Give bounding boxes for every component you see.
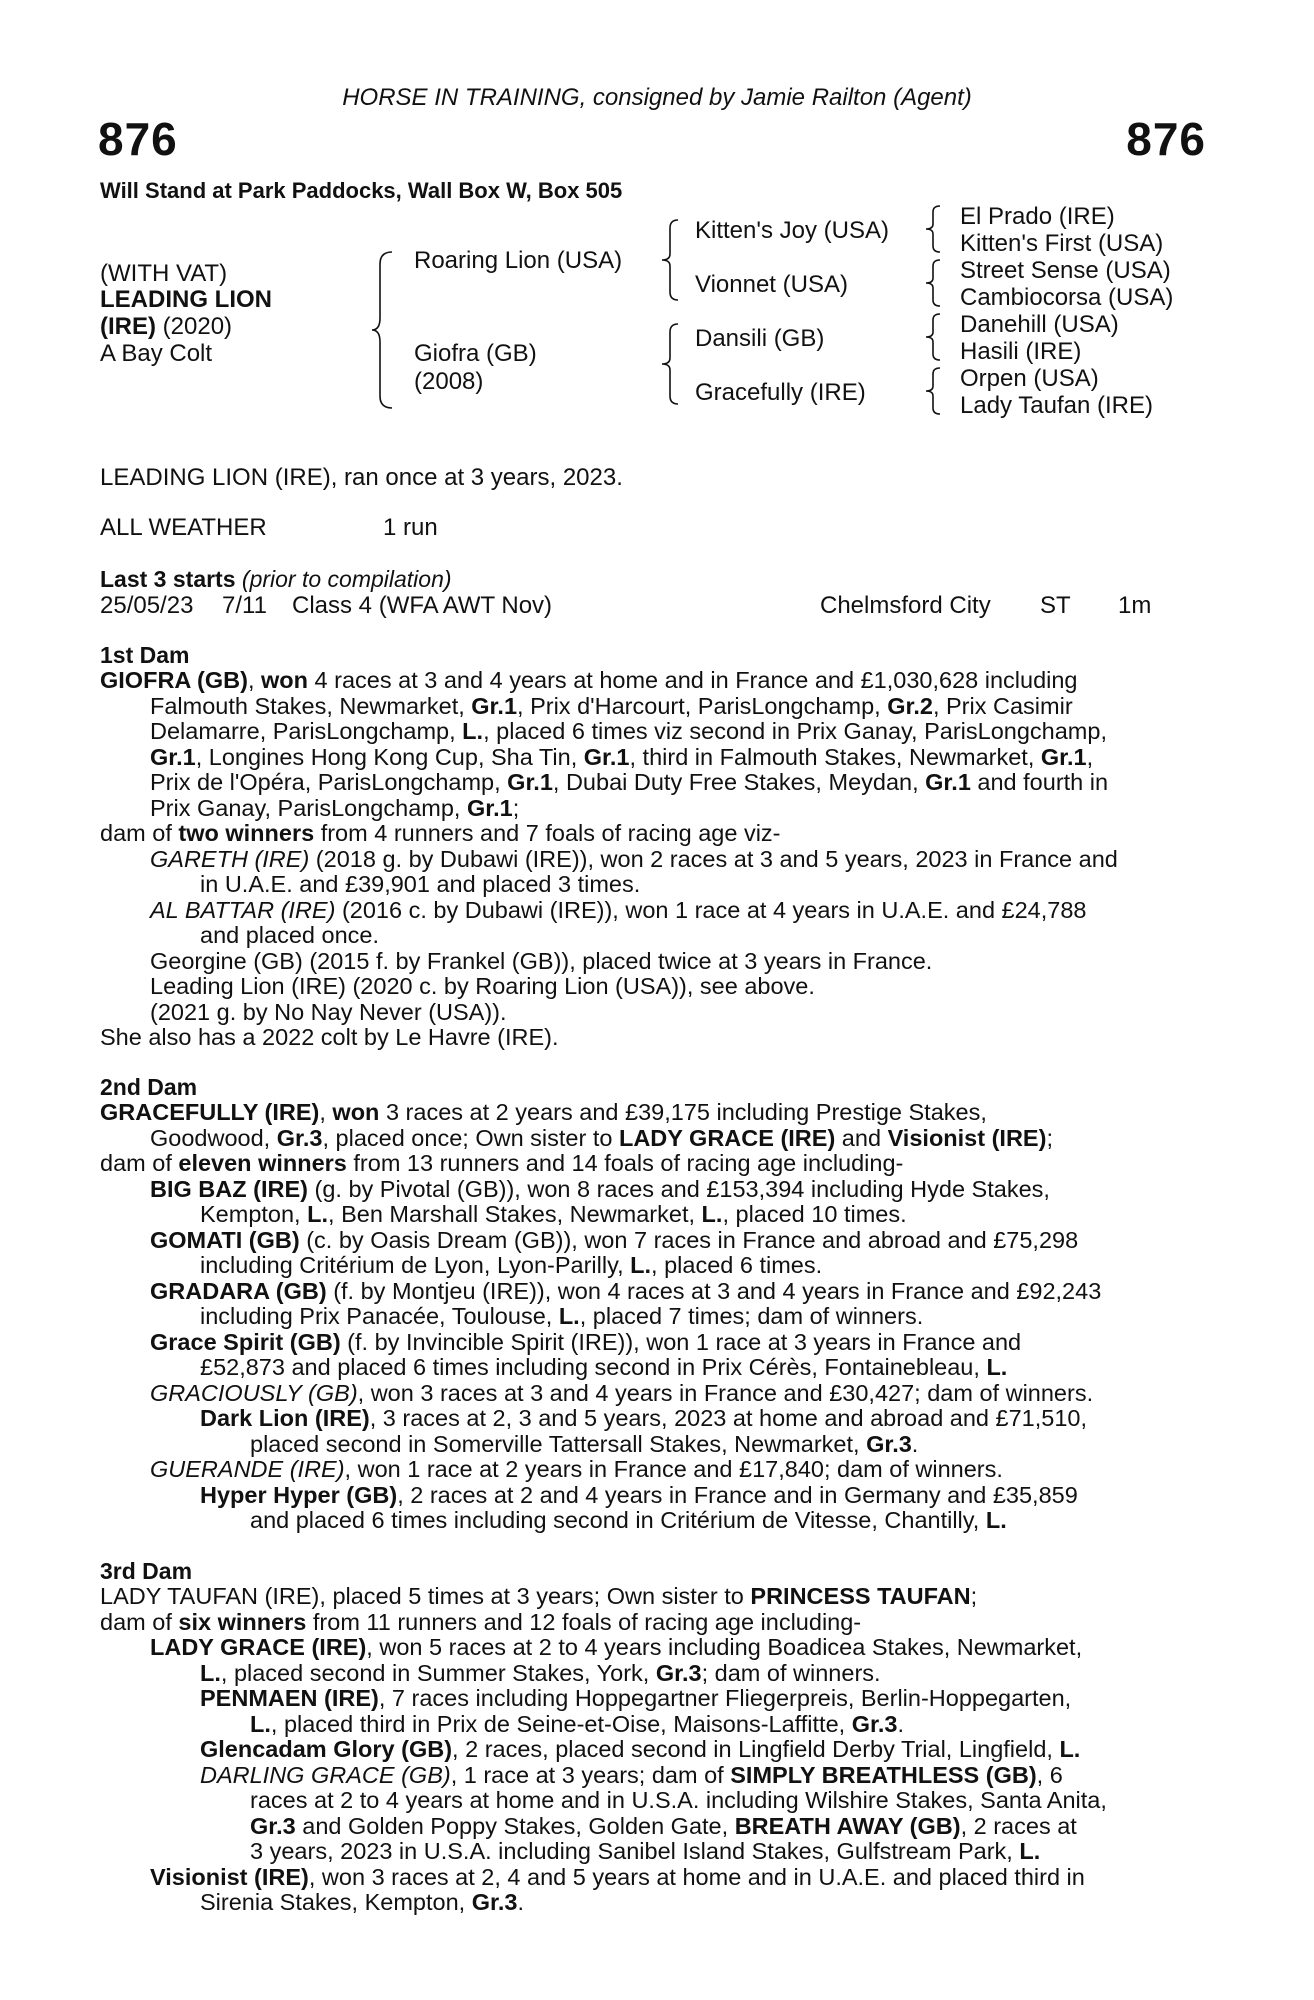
dam2-text-run: placed second in Somerville Tattersall Stakes, Newmarket,: [250, 1430, 867, 1457]
dam3-text-run: SIMPLY BREATHLESS (GB): [730, 1761, 1037, 1788]
ggs-0: El Prado (IRE): [960, 203, 1115, 230]
dam1-text-run: ,: [1086, 743, 1094, 770]
dam3-line: [100, 1635, 1210, 1661]
dam2-text-run: L.: [701, 1201, 723, 1227]
dam2-text-run: from 13 runners and 14 foals of racing age including-: [346, 1150, 904, 1176]
dam3-text-run: , 1 race at 3 years; dam of: [450, 1761, 731, 1788]
dam1-line: [100, 796, 1210, 822]
dam2-line: [100, 1406, 1210, 1432]
dam2-text-run: L.: [630, 1252, 652, 1278]
dam2-text-run: L.: [985, 1507, 1007, 1533]
dam-year: (2008): [414, 368, 484, 395]
dam1-text-run: AL BATTAR (IRE): [150, 896, 336, 923]
horse-description: A Bay Colt: [100, 340, 213, 367]
dam1-line: [100, 1025, 1210, 1051]
dam2-heading: 2nd Dam: [100, 1074, 198, 1100]
last-starts-title: Last 3 starts: [100, 566, 236, 592]
dam2-text-run: ;: [1046, 1124, 1053, 1151]
dam3-line: [100, 1584, 1210, 1610]
dam-name: Giofra (GB): [414, 340, 537, 367]
dam1-text-run: Prix Ganay, ParisLongchamp,: [150, 794, 467, 821]
dam2-line: [100, 1228, 1210, 1254]
dam3-line: [100, 1839, 1210, 1865]
ggs-7: Lady Taufan (IRE): [960, 392, 1153, 419]
dam1-text-run: L.: [462, 718, 484, 744]
last-starts-heading: [100, 566, 452, 593]
dam1-text-run: and fourth in: [970, 769, 1109, 795]
horse-country: (IRE): [100, 313, 156, 340]
start-date: 25/05/23: [100, 592, 194, 619]
dam3-heading: 3rd Dam: [100, 1558, 193, 1584]
start-position: 7/11: [222, 592, 267, 619]
dam2-text-run: Hyper Hyper (GB): [200, 1481, 398, 1508]
start-race: Class 4 (WFA AWT Nov): [292, 592, 553, 619]
dam-dam: Gracefully (IRE): [695, 379, 866, 406]
vat-label: (WITH VAT): [100, 260, 228, 287]
dam1-line: [100, 821, 1210, 847]
dam3-text-run: races at 2 to 4 years at home and in U.S.A. including Wilshire Stakes, Santa Anita,: [250, 1787, 1107, 1813]
dam2-text-run: Grace Spirit (GB): [150, 1328, 341, 1355]
dam2-text-run: (c. by Oasis Dream (GB)), won 7 races in France and abroad and £75,298: [299, 1226, 1079, 1253]
dam2-text-run: LADY GRACE (IRE): [618, 1124, 836, 1151]
dam3-text-run: L.: [1019, 1838, 1041, 1864]
dam3-text-run: , 2 races, placed second in Lingfield Derby Trial, Lingfield,: [452, 1736, 1060, 1762]
dam3-text-run: LADY GRACE (IRE): [150, 1634, 367, 1660]
dam2-text-run: L.: [307, 1201, 329, 1227]
dam3-text-run: Gr.3: [655, 1659, 702, 1686]
dam2-line: [100, 1177, 1210, 1203]
dam3-line: [100, 1814, 1210, 1840]
race-summary: LEADING LION (IRE), ran once at 3 years, 2023.: [100, 464, 623, 491]
dam1-text-run: Gr.1: [1040, 743, 1087, 770]
dam2-text-run: (f. by Invincible Spirit (IRE)), won 1 race at 3 years in France and: [340, 1328, 1022, 1355]
dam2-text-run: GUERANDE (IRE): [150, 1456, 345, 1482]
dam1-text-run: , third in Falmouth Stakes, Newmarket,: [629, 743, 1041, 770]
dam1-text-run: two winners: [178, 820, 315, 846]
ggs-brace-2: [926, 258, 944, 308]
dam3-text-run: six winners: [178, 1608, 307, 1635]
dam2-text-run: , won 1 race at 2 years in France and £17,840; dam of winners.: [344, 1456, 1003, 1482]
dam3-text-run: PRINCESS TAUFAN: [750, 1583, 971, 1609]
dam2-line: [100, 1483, 1210, 1509]
ggs-brace-1: [926, 204, 944, 254]
dam1-text-run: 4 races at 3 and 4 years at home and in France and £1,030,628 including: [308, 667, 1078, 693]
dam1-line: [100, 898, 1210, 924]
dam2-text-run: including Prix Panacée, Toulouse,: [200, 1303, 559, 1329]
dam1-text-run: Gr.1: [471, 692, 518, 719]
dam1-line: [100, 923, 1210, 949]
dam3-text-run: , placed second in Summer Stakes, York,: [220, 1659, 656, 1686]
dam1-line: [100, 694, 1210, 720]
dam1-text-run: Leading Lion (IRE) (2020 c. by Roaring Lion (USA)), see above.: [150, 973, 815, 999]
dam3-text-run: ; dam of winners.: [701, 1659, 881, 1686]
dam2-line: [100, 1279, 1210, 1305]
dam3-line: [100, 1865, 1210, 1891]
dam1-text-run: ,: [247, 667, 262, 693]
dam2-text-run: (g. by Pivotal (GB)), won 8 races and £153,394 including Hyde Stakes,: [307, 1175, 1050, 1202]
ggs-5: Hasili (IRE): [960, 338, 1082, 365]
dam3-text-run: L.: [200, 1659, 221, 1686]
dam1-line: [100, 949, 1210, 975]
dam2-text-run: 3 races at 2 years and £39,175 including Prestige Stakes,: [379, 1099, 987, 1125]
dam3-text-run: , won 5 races at 2 to 4 years including Boadicea Stakes, Newmarket,: [366, 1634, 1083, 1660]
dam3-text-run: .: [897, 1710, 904, 1737]
dam1-text-run: Gr.1: [466, 794, 513, 821]
lot-number-right: 876: [1126, 113, 1206, 165]
dam1-text-run: GARETH (IRE): [150, 845, 310, 872]
ggs-4: Danehill (USA): [960, 311, 1119, 338]
dam1-line: [100, 745, 1210, 771]
dam3-text-run: DARLING GRACE (GB): [200, 1761, 451, 1788]
dam2-line: [100, 1381, 1210, 1407]
dam1-text-run: Falmouth Stakes, Newmarket,: [150, 692, 472, 719]
dam-sire: Dansili (GB): [695, 325, 825, 352]
dam3-text-run: Gr.3: [851, 1710, 898, 1737]
dam1-text-run: Gr.2: [887, 692, 933, 719]
ggs-2: Street Sense (USA): [960, 257, 1171, 284]
sire-dam-brace: [372, 250, 396, 410]
dam3-text-run: PENMAEN (IRE): [200, 1685, 379, 1711]
dam3-line: [100, 1763, 1210, 1789]
dam2-line: [100, 1330, 1210, 1356]
dam3-text-run: , 7 races including Hoppegartner Fliegerpreis, Berlin-Hoppegarten,: [378, 1685, 1072, 1711]
dam2-line: [100, 1355, 1210, 1381]
dam3-text-run: ;: [970, 1583, 978, 1609]
sire-dam: Vionnet (USA): [695, 271, 848, 298]
dam1-text-run: Gr.1: [507, 769, 553, 795]
ggs-1: Kitten's First (USA): [960, 230, 1164, 257]
dam2-text-run: , placed 7 times; dam of winners.: [579, 1303, 924, 1329]
dam3-text-run: Sirenia Stakes, Kempton,: [200, 1889, 472, 1915]
dam1-heading: 1st Dam: [100, 642, 190, 668]
dam3-text-run: BREATH AWAY (GB): [734, 1812, 961, 1839]
dam2-line: [100, 1100, 1210, 1126]
dam2-text-run: .: [911, 1430, 919, 1457]
dam1-text-run: , Dubai Duty Free Stakes, Meydan,: [552, 769, 926, 795]
dam1-text-run: in U.A.E. and £39,901 and placed 3 times.: [200, 871, 641, 897]
dam3-text-run: Glencadam Glory (GB): [200, 1736, 453, 1762]
dam1-text-run: GIOFRA (GB): [100, 667, 248, 693]
dam2-line: [100, 1304, 1210, 1330]
last-starts-note: (prior to compilation): [235, 566, 452, 592]
dam2-text-run: , won 3 races at 3 and 4 years in France and £30,427; dam of winners.: [357, 1379, 1094, 1406]
start-going: ST: [1040, 592, 1071, 619]
dam2-text-run: L.: [986, 1354, 1008, 1380]
dam2-text-run: , Ben Marshall Stakes, Newmarket,: [328, 1201, 702, 1227]
dam1-text-run: , Prix Casimir: [932, 692, 1073, 719]
dam1-text-run: Delamarre, ParisLongchamp,: [150, 718, 463, 744]
dam2-text-run: , 2 races at 2 and 4 years in France and in Germany and £35,859: [397, 1481, 1078, 1508]
dam1-text-run: , Longines Hong Kong Cup, Sha Tin,: [195, 743, 584, 770]
dam3-text-run: , won 3 races at 2, 4 and 5 years at home and in U.A.E. and placed third in: [308, 1863, 1085, 1890]
dam1-text-run: from 4 runners and 7 foals of racing age viz-: [314, 820, 781, 846]
dam1-line: [100, 872, 1210, 898]
dam1-text-run: She also has a 2022 colt by Le Havre (IRE).: [100, 1024, 559, 1050]
ggs-brace-4: [926, 366, 944, 416]
dam2-text-run: Visionist (IRE): [887, 1124, 1047, 1151]
dam2-text-run: won: [332, 1099, 380, 1125]
dam2-text-run: and placed 6 times including second in Critérium de Vitesse, Chantilly,: [250, 1507, 986, 1533]
dam1-line: [100, 974, 1210, 1000]
dam2-text-run: Gr.3: [866, 1430, 912, 1457]
stand-location: Will Stand at Park Paddocks, Wall Box W, Box 505: [100, 178, 623, 203]
dam3-text-run: , 2 races at: [960, 1812, 1077, 1839]
dam2-line: [100, 1126, 1210, 1152]
lot-number-left: 876: [98, 113, 178, 165]
dam3-text-run: , placed third in Prix de Seine-et-Oise, Maisons-Laffitte,: [270, 1710, 852, 1737]
dam2-text-run: L.: [558, 1303, 580, 1329]
dam2-text-run: , placed 10 times.: [722, 1201, 907, 1227]
dam1-text-run: Gr.1: [925, 769, 971, 795]
dam2-text-run: GOMATI (GB): [150, 1226, 300, 1253]
dam3-text-run: dam of: [100, 1608, 179, 1635]
record-value: 1 run: [383, 514, 438, 541]
dam1-text-run: Georgine (GB) (2015 f. by Frankel (GB)), placed twice at 3 years in France.: [150, 947, 933, 974]
dam3-text-run: 3 years, 2023 in U.S.A. including Sanibel Island Stakes, Gulfstream Park,: [250, 1838, 1020, 1864]
dam3-text-run: and Golden Poppy Stakes, Golden Gate,: [295, 1812, 735, 1839]
horse-year-line: [100, 313, 232, 341]
dam2-text-run: GRACIOUSLY (GB): [150, 1379, 358, 1406]
dam2-text-run: £52,873 and placed 6 times including second in Prix Cérès, Fontainebleau,: [200, 1354, 987, 1380]
dam1-line: [100, 719, 1210, 745]
dam2-line: [100, 1151, 1210, 1177]
sire-parents-brace: [662, 218, 682, 302]
dam2-text-run: , placed once; Own sister to: [322, 1124, 619, 1151]
dam2-text-run: , placed 6 times.: [651, 1252, 823, 1278]
start-course: Chelmsford City: [820, 592, 991, 619]
dam1-text-run: (2016 c. by Dubawi (IRE)), won 1 race at 4 years in U.A.E. and £24,788: [335, 896, 1087, 923]
record-label: ALL WEATHER: [100, 514, 267, 541]
dam1-text-run: (2021 g. by No Nay Never (USA)).: [150, 998, 507, 1025]
dam2-text-run: dam of: [100, 1150, 179, 1176]
dam2-line: [100, 1508, 1210, 1534]
dam2-line: [100, 1457, 1210, 1483]
sire-sire: Kitten's Joy (USA): [695, 217, 889, 244]
dam1-text-run: dam of: [100, 820, 179, 846]
dam2-text-run: Gr.3: [276, 1124, 323, 1151]
dam2-text-run: Kempton,: [200, 1201, 308, 1227]
dam3-text: [100, 1584, 1210, 1916]
dam3-text-run: , 6: [1036, 1761, 1063, 1788]
dam1-text-run: Gr.1: [583, 743, 630, 770]
dam3-line: [100, 1712, 1210, 1738]
horse-name: LEADING LION: [100, 286, 272, 313]
dam1-text-run: (2018 g. by Dubawi (IRE)), won 2 races at 3 and 5 years, 2023 in France and: [309, 845, 1118, 872]
dam1-text-run: won: [261, 667, 309, 693]
dam3-text-run: L.: [250, 1710, 271, 1737]
dam3-line: [100, 1788, 1210, 1814]
dam3-line: [100, 1737, 1210, 1763]
dam3-text-run: from 11 runners and 12 foals of racing age including-: [306, 1608, 862, 1635]
dam2-text-run: Dark Lion (IRE): [200, 1405, 370, 1431]
dam2-text: [100, 1100, 1210, 1534]
dam2-text-run: GRACEFULLY (IRE): [100, 1099, 320, 1125]
dam2-line: [100, 1432, 1210, 1458]
dam2-text-run: (f. by Montjeu (IRE)), won 4 races at 3 and 4 years in France and £92,243: [326, 1277, 1102, 1304]
dam3-text-run: L.: [1059, 1736, 1081, 1762]
dam2-text-run: eleven winners: [178, 1150, 347, 1176]
dam1-line: [100, 847, 1210, 873]
dam2-text-run: , 3 races at 2, 3 and 5 years, 2023 at home and abroad and £71,510,: [369, 1405, 1088, 1431]
ggs-brace-3: [926, 312, 944, 362]
dam1-text-run: , placed 6 times viz second in Prix Ganay, ParisLongchamp,: [483, 718, 1107, 744]
start-distance: 1m: [1118, 592, 1152, 619]
dam3-text-run: .: [517, 1889, 524, 1915]
dam1-line: [100, 770, 1210, 796]
dam2-text-run: GRADARA (GB): [150, 1277, 327, 1304]
dam1-text-run: Prix de l'Opéra, ParisLongchamp,: [150, 769, 508, 795]
dam1-text-run: , Prix d'Harcourt, ParisLongchamp,: [517, 692, 888, 719]
ggs-3: Cambiocorsa (USA): [960, 284, 1174, 311]
ggs-6: Orpen (USA): [960, 365, 1099, 392]
dam3-line: [100, 1890, 1210, 1916]
dam3-line: [100, 1610, 1210, 1636]
dam3-text-run: LADY TAUFAN (IRE), placed 5 times at 3 years; Own sister to: [100, 1583, 751, 1609]
dam2-text-run: Goodwood,: [150, 1124, 277, 1151]
dam2-text-run: including Critérium de Lyon, Lyon-Parilly,: [200, 1252, 631, 1278]
consignment-header: HORSE IN TRAINING, consigned by Jamie Railton (Agent): [342, 84, 972, 111]
dam2-text-run: BIG BAZ (IRE): [150, 1175, 308, 1202]
dam1-text-run: ;: [512, 794, 520, 821]
dam3-line: [100, 1686, 1210, 1712]
dam1-text: [100, 668, 1210, 1051]
horse-year: (2020): [156, 313, 233, 340]
dam3-text-run: Visionist (IRE): [150, 1863, 309, 1890]
dam1-text-run: Gr.1: [150, 743, 196, 770]
dam2-line: [100, 1253, 1210, 1279]
dam2-text-run: ,: [319, 1099, 333, 1125]
dam3-text-run: Gr.3: [471, 1889, 518, 1915]
dam3-text-run: Gr.3: [250, 1812, 296, 1839]
sire-name: Roaring Lion (USA): [414, 247, 623, 274]
dam2-line: [100, 1202, 1210, 1228]
dam-parents-brace: [662, 322, 682, 406]
dam1-line: [100, 1000, 1210, 1026]
dam2-text-run: and: [835, 1124, 888, 1151]
dam1-text-run: and placed once.: [200, 922, 380, 948]
dam3-line: [100, 1661, 1210, 1687]
dam1-line: [100, 668, 1210, 694]
